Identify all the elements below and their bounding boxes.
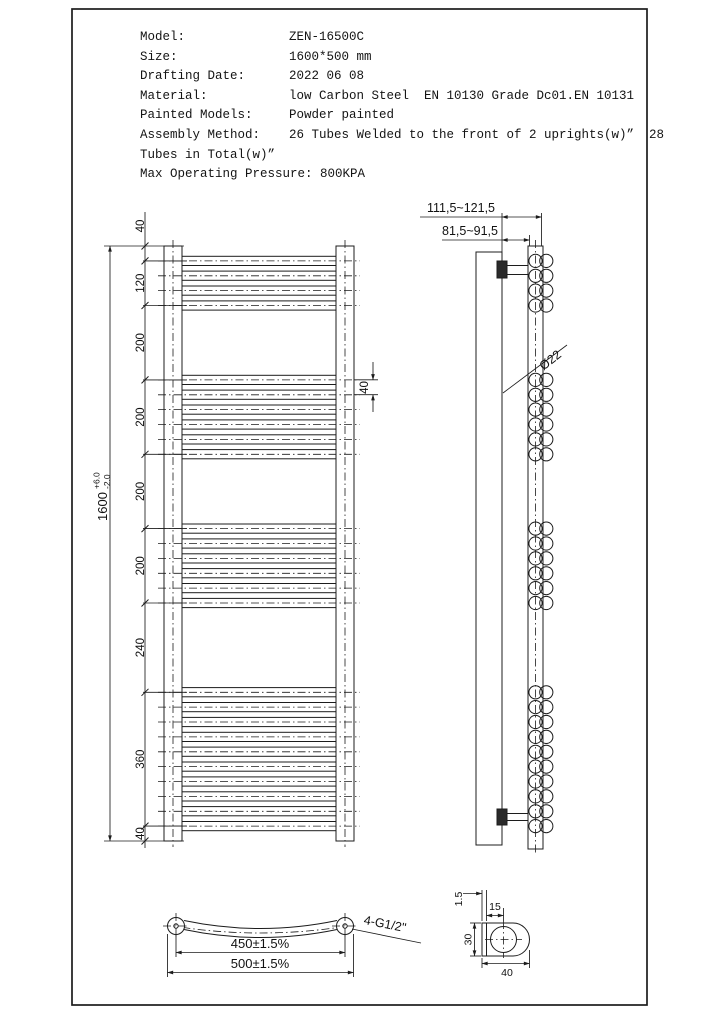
spec-label: Assembly Method: bbox=[140, 127, 261, 142]
wall-to-front-dim: 111,5~121,5 bbox=[426, 201, 496, 215]
front-view bbox=[158, 240, 360, 847]
tube-spacing-dimension bbox=[354, 362, 378, 412]
spec-label: Drafting Date: bbox=[140, 69, 246, 84]
spec-row-assembly-method bbox=[140, 126, 665, 146]
tube-diameter-label: Ø22 bbox=[536, 347, 565, 374]
overall-width-dim: 500±1.5% bbox=[230, 956, 290, 971]
segment-dim-label: 240 bbox=[135, 638, 147, 658]
spec-row-painted-models bbox=[140, 106, 645, 126]
segment-dim-label: 200 bbox=[135, 481, 147, 501]
segment-dim-label: 40 bbox=[135, 219, 147, 233]
spec-row-drafting-date bbox=[140, 67, 645, 87]
bottom-view-dimensions bbox=[168, 934, 354, 977]
spec-label: Painted Models: bbox=[140, 108, 253, 123]
tube-spacing-dim: 40 bbox=[359, 381, 371, 394]
spec-label: Tubes in Total(w)” bbox=[140, 147, 276, 162]
top-wall-bracket bbox=[497, 261, 528, 278]
wall-to-upright-dim: 81,5~91,5 bbox=[442, 224, 498, 238]
tolerance-upper: +6.0 bbox=[91, 472, 102, 489]
spec-label: Material: bbox=[140, 88, 208, 103]
offset-dim: 15 bbox=[489, 901, 501, 913]
overall-height-dimension bbox=[92, 246, 113, 841]
thread-spec-label: 4-G1/2" bbox=[362, 913, 408, 935]
spec-row-tubes-total bbox=[140, 146, 645, 166]
spec-row-model bbox=[140, 28, 645, 48]
front-tubes bbox=[158, 256, 360, 830]
segment-dim-label: 200 bbox=[135, 333, 147, 353]
side-view bbox=[420, 201, 567, 855]
bracket-plate bbox=[497, 809, 507, 825]
segment-dim-label: 200 bbox=[135, 407, 147, 427]
spec-value: 2022 06 08 bbox=[289, 69, 365, 84]
bottom-view bbox=[163, 913, 421, 977]
brick-wall bbox=[476, 252, 502, 845]
spec-label: Max Operating Pressure: bbox=[140, 167, 313, 182]
spec-label: Model: bbox=[140, 30, 186, 44]
spec-value: ZEN-16500C bbox=[289, 30, 365, 44]
segment-dim-label: 120 bbox=[135, 273, 147, 293]
spec-row-max-pressure bbox=[140, 165, 645, 185]
thread-callout bbox=[352, 913, 421, 943]
spec-value: 1600*500 mm bbox=[289, 49, 372, 64]
overall-height-dim: 1600 bbox=[95, 492, 110, 521]
spec-row-size bbox=[140, 48, 645, 68]
bracket-plate bbox=[497, 261, 507, 278]
spec-value: low Carbon Steel EN 10130 Grade Dc01.EN 10131 bbox=[289, 88, 635, 103]
section-detail bbox=[453, 890, 530, 979]
width-dim: 40 bbox=[501, 967, 513, 979]
tolerance-lower: -2.0 bbox=[102, 474, 112, 489]
spec-value: 26 Tubes Welded to the front of 2 uprights(w)” 28 bbox=[289, 127, 665, 142]
spec-row-material bbox=[140, 87, 645, 107]
thickness-dim: 1.5 bbox=[453, 891, 465, 907]
segment-dim-label: 200 bbox=[135, 556, 147, 576]
spec-label: Size: bbox=[140, 49, 178, 64]
segment-dim-label: 40 bbox=[135, 827, 147, 840]
spec-value: 800KPA bbox=[312, 167, 366, 182]
bottom-wall-bracket bbox=[497, 809, 528, 825]
spec-block bbox=[140, 28, 665, 185]
spec-value: Powder painted bbox=[289, 108, 395, 123]
curved-tube-edge bbox=[184, 921, 337, 929]
side-view-dimensions bbox=[420, 201, 542, 252]
height-dim: 30 bbox=[462, 933, 475, 946]
centers-width-dim: 450±1.5% bbox=[230, 936, 290, 951]
segment-dim-label: 360 bbox=[135, 749, 147, 769]
